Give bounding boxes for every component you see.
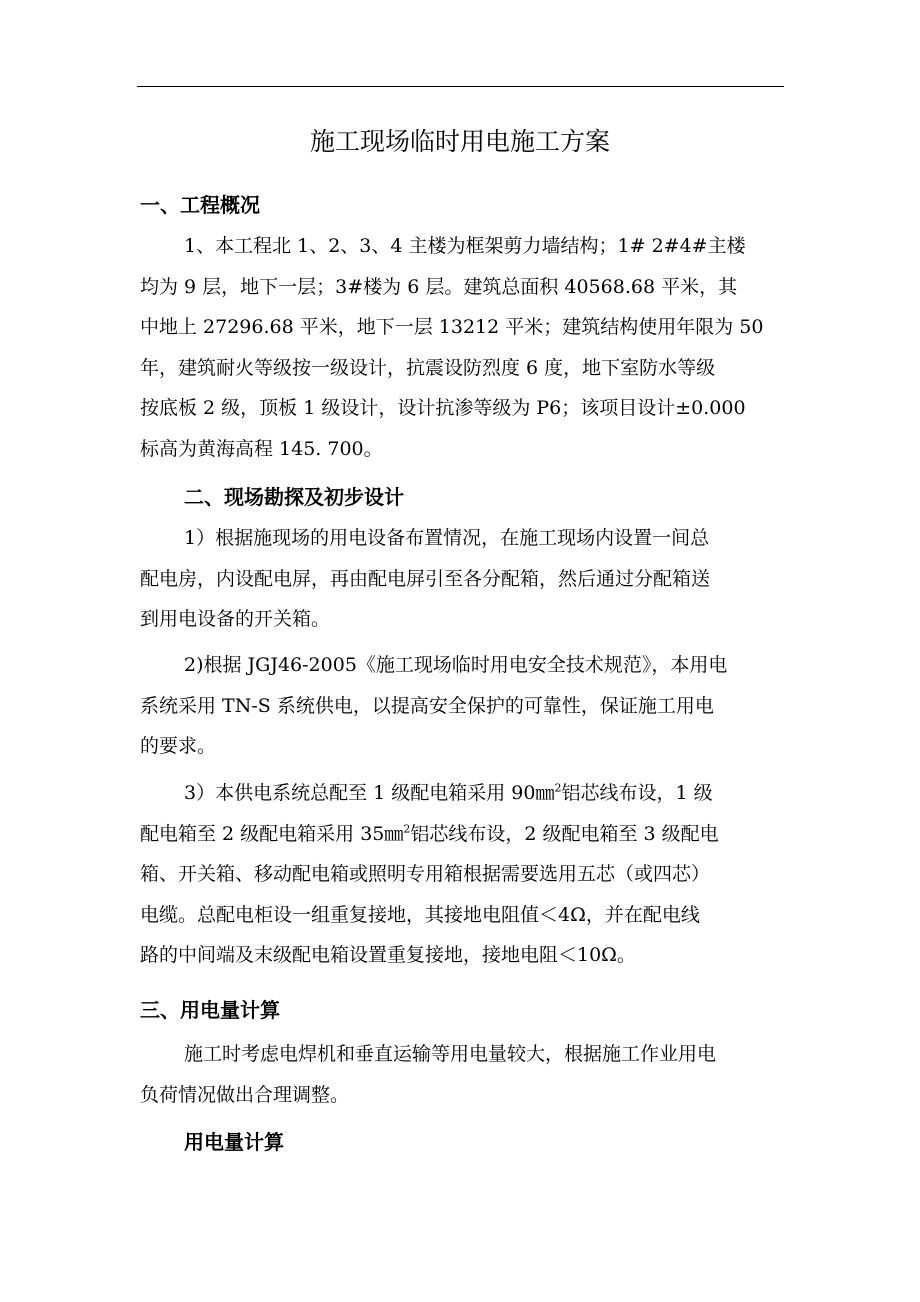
text-line: 1、本工程北 1、2、3、4 主楼为框架剪力墙结构；1# 2#4#主楼 <box>184 235 746 257</box>
section-heading-power-calc: 三、用电量计算 <box>140 998 280 1022</box>
section-heading-overview: 一、工程概况 <box>140 193 260 217</box>
text-run: 3）本供电系统总配至 1 级配电箱采用 90㎜ <box>184 782 555 804</box>
paragraph-power-calc <box>140 1034 782 1115</box>
paragraph-survey-1 <box>140 518 782 640</box>
text-line: 施工时考虑电焊机和垂直运输等用电量较大，根据施工作业用电 <box>184 1043 717 1065</box>
text-run: 铝芯线布设，1 级 <box>561 782 713 804</box>
text-line: 均为 9 层，地下一层；3#楼为 6 层。建筑总面积 40568.68 平米，其 <box>140 275 738 298</box>
superscript: 2 <box>403 822 411 836</box>
superscript: 2 <box>554 781 562 795</box>
header-rule <box>137 86 784 87</box>
text-line: 2)根据 JGJ46-2005《施工现场临时用电安全技术规范》，本用电 <box>184 654 728 676</box>
text-line: 标高为黄海高程 145. 700。 <box>140 437 383 460</box>
paragraph-survey-2 <box>140 645 782 767</box>
text-line: 1）根据施现场的用电设备布置情况，在施工现场内设置一间总 <box>184 527 710 549</box>
text-line: 到用电设备的开关箱。 <box>140 608 331 630</box>
paragraph-survey-3 <box>140 773 782 976</box>
text-run: 配电箱至 2 级配电箱采用 35㎜ <box>140 822 404 845</box>
text-line: 负荷情况做出合理调整。 <box>140 1083 350 1106</box>
text-line <box>140 773 782 814</box>
text-line: 中地上 27296.68 平米，地下一层 13212 平米；建筑结构使用年限为 50 <box>140 316 764 338</box>
text-line <box>140 814 782 855</box>
text-line: 路的中间端及末级配电箱设置重复接地，接地电阻＜10Ω。 <box>140 944 636 966</box>
subheading-power-calc: 用电量计算 <box>184 1130 284 1154</box>
document-title: 施工现场临时用电施工方案 <box>309 127 610 156</box>
section-heading-survey: 二、现场勘探及初步设计 <box>184 485 404 509</box>
text-line: 系统采用 TN-S 系统供电，以提高安全保护的可靠性，保证施工用电 <box>140 694 714 717</box>
paragraph-project-overview <box>140 226 782 469</box>
text-line: 年，建筑耐火等级按一级设计，抗震设防烈度 6 度，地下室防水等级 <box>140 356 716 379</box>
text-line: 的要求。 <box>140 735 217 757</box>
text-line: 按底板 2 级，顶板 1 级设计，设计抗渗等级为 P6；该项目设计±0.000 <box>140 397 746 419</box>
text-run: 铝芯线布设，2 级配电箱至 3 级配电 <box>410 822 719 845</box>
text-line: 箱、开关箱、移动配电箱或照明专用箱根据需要选用五芯（或四芯） <box>140 863 711 885</box>
text-line: 电缆。总配电柜设一组重复接地，其接地电阻值＜4Ω，并在配电线 <box>140 903 700 926</box>
text-line: 配电房，内设配电屏，再由配电屏引至各分配箱，然后通过分配箱送 <box>140 567 711 590</box>
